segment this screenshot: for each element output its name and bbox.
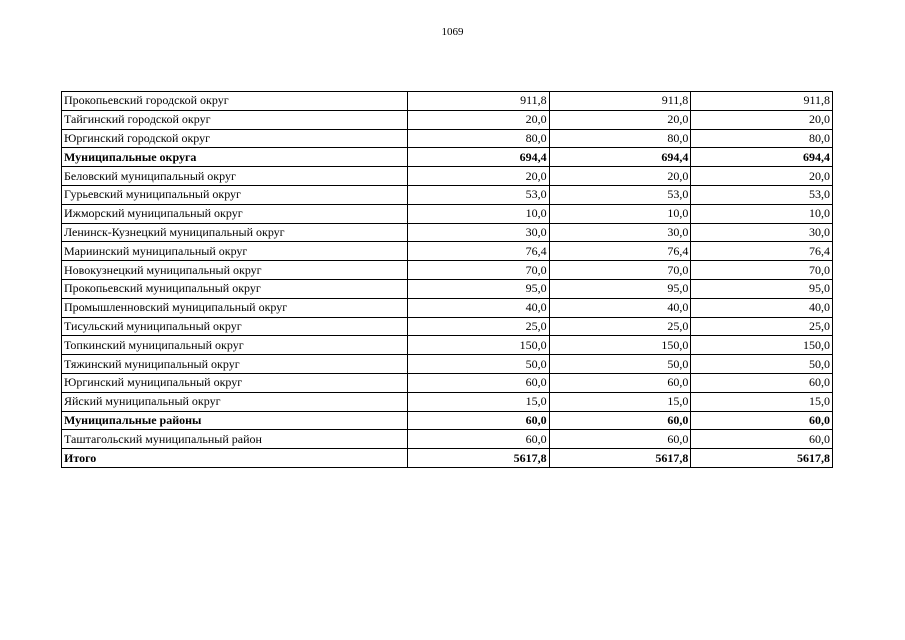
row-value-cell-1: 694,4 [408,148,550,167]
table-row [62,392,833,411]
row-name-cell: Муниципальные районы [62,411,408,430]
row-value-cell-3: 694,4 [691,148,833,167]
row-value-cell-2: 15,0 [549,392,691,411]
table-row [62,185,833,204]
row-value-cell-1: 15,0 [408,392,550,411]
row-name-cell: Тисульский муниципальный округ [62,317,408,336]
table-row [62,279,833,298]
row-value-cell-3: 53,0 [691,185,833,204]
row-value-cell-2: 694,4 [549,148,691,167]
row-value-cell-3: 30,0 [691,223,833,242]
table-row-subtotal [62,449,833,468]
row-name-cell: Промышленновский муниципальный округ [62,298,408,317]
table-row [62,298,833,317]
row-value-cell-2: 60,0 [549,373,691,392]
row-value-cell-3: 5617,8 [691,449,833,468]
row-name-cell: Ленинск-Кузнецкий муниципальный округ [62,223,408,242]
row-value-cell-1: 50,0 [408,355,550,374]
row-value-cell-2: 80,0 [549,129,691,148]
row-name-cell: Таштагольский муниципальный район [62,430,408,449]
table-row [62,129,833,148]
row-value-cell-3: 20,0 [691,167,833,186]
row-value-cell-1: 5617,8 [408,449,550,468]
table-body [62,92,833,468]
row-value-cell-2: 95,0 [549,279,691,298]
row-value-cell-1: 20,0 [408,110,550,129]
table-row [62,110,833,129]
row-name-cell: Тайгинский городской округ [62,110,408,129]
row-value-cell-3: 80,0 [691,129,833,148]
row-value-cell-2: 10,0 [549,204,691,223]
row-name-cell: Яйский муниципальный округ [62,392,408,411]
row-value-cell-2: 20,0 [549,167,691,186]
row-value-cell-3: 70,0 [691,261,833,280]
row-value-cell-1: 60,0 [408,411,550,430]
row-value-cell-3: 50,0 [691,355,833,374]
row-value-cell-1: 80,0 [408,129,550,148]
row-name-cell: Беловский муниципальный округ [62,167,408,186]
row-value-cell-2: 70,0 [549,261,691,280]
row-value-cell-1: 60,0 [408,430,550,449]
row-value-cell-2: 25,0 [549,317,691,336]
row-value-cell-2: 911,8 [549,92,691,111]
row-name-cell: Итого [62,449,408,468]
row-value-cell-3: 10,0 [691,204,833,223]
row-value-cell-2: 40,0 [549,298,691,317]
row-value-cell-1: 20,0 [408,167,550,186]
row-name-cell: Топкинский муниципальный округ [62,336,408,355]
row-value-cell-1: 150,0 [408,336,550,355]
page-number: 1069 [441,26,464,38]
row-name-cell: Юргинский муниципальный округ [62,373,408,392]
row-value-cell-1: 25,0 [408,317,550,336]
table-row [62,204,833,223]
row-value-cell-2: 150,0 [549,336,691,355]
table-row [62,317,833,336]
row-value-cell-1: 76,4 [408,242,550,261]
row-name-cell: Новокузнецкий муниципальный округ [62,261,408,280]
row-value-cell-3: 911,8 [691,92,833,111]
row-name-cell: Прокопьевский городской округ [62,92,408,111]
table-row-subtotal [62,411,833,430]
row-value-cell-3: 60,0 [691,411,833,430]
row-name-cell: Юргинский городской округ [62,129,408,148]
row-name-cell: Прокопьевский муниципальный округ [62,279,408,298]
row-value-cell-3: 95,0 [691,279,833,298]
row-value-cell-2: 20,0 [549,110,691,129]
row-name-cell: Мариинский муниципальный округ [62,242,408,261]
row-value-cell-1: 911,8 [408,92,550,111]
row-name-cell: Тяжинский муниципальный округ [62,355,408,374]
row-value-cell-1: 60,0 [408,373,550,392]
table-row [62,355,833,374]
row-value-cell-3: 76,4 [691,242,833,261]
row-value-cell-3: 60,0 [691,373,833,392]
row-value-cell-2: 30,0 [549,223,691,242]
table-row [62,430,833,449]
row-value-cell-1: 70,0 [408,261,550,280]
table-row [62,223,833,242]
table-row [62,242,833,261]
row-value-cell-1: 40,0 [408,298,550,317]
table-row-subtotal [62,148,833,167]
table-row [62,261,833,280]
table-row [62,336,833,355]
table-row [62,167,833,186]
row-value-cell-1: 95,0 [408,279,550,298]
row-name-cell: Ижморский муниципальный округ [62,204,408,223]
budget-table [61,91,833,468]
row-value-cell-2: 76,4 [549,242,691,261]
row-value-cell-2: 5617,8 [549,449,691,468]
table-row [62,373,833,392]
row-value-cell-2: 60,0 [549,411,691,430]
row-value-cell-1: 30,0 [408,223,550,242]
row-value-cell-2: 50,0 [549,355,691,374]
row-value-cell-3: 20,0 [691,110,833,129]
row-value-cell-1: 53,0 [408,185,550,204]
row-value-cell-1: 10,0 [408,204,550,223]
row-name-cell: Муниципальные округа [62,148,408,167]
table-row [62,92,833,111]
row-value-cell-3: 40,0 [691,298,833,317]
row-value-cell-2: 53,0 [549,185,691,204]
row-value-cell-3: 25,0 [691,317,833,336]
row-name-cell: Гурьевский муниципальный округ [62,185,408,204]
row-value-cell-3: 15,0 [691,392,833,411]
row-value-cell-2: 60,0 [549,430,691,449]
row-value-cell-3: 150,0 [691,336,833,355]
row-value-cell-3: 60,0 [691,430,833,449]
